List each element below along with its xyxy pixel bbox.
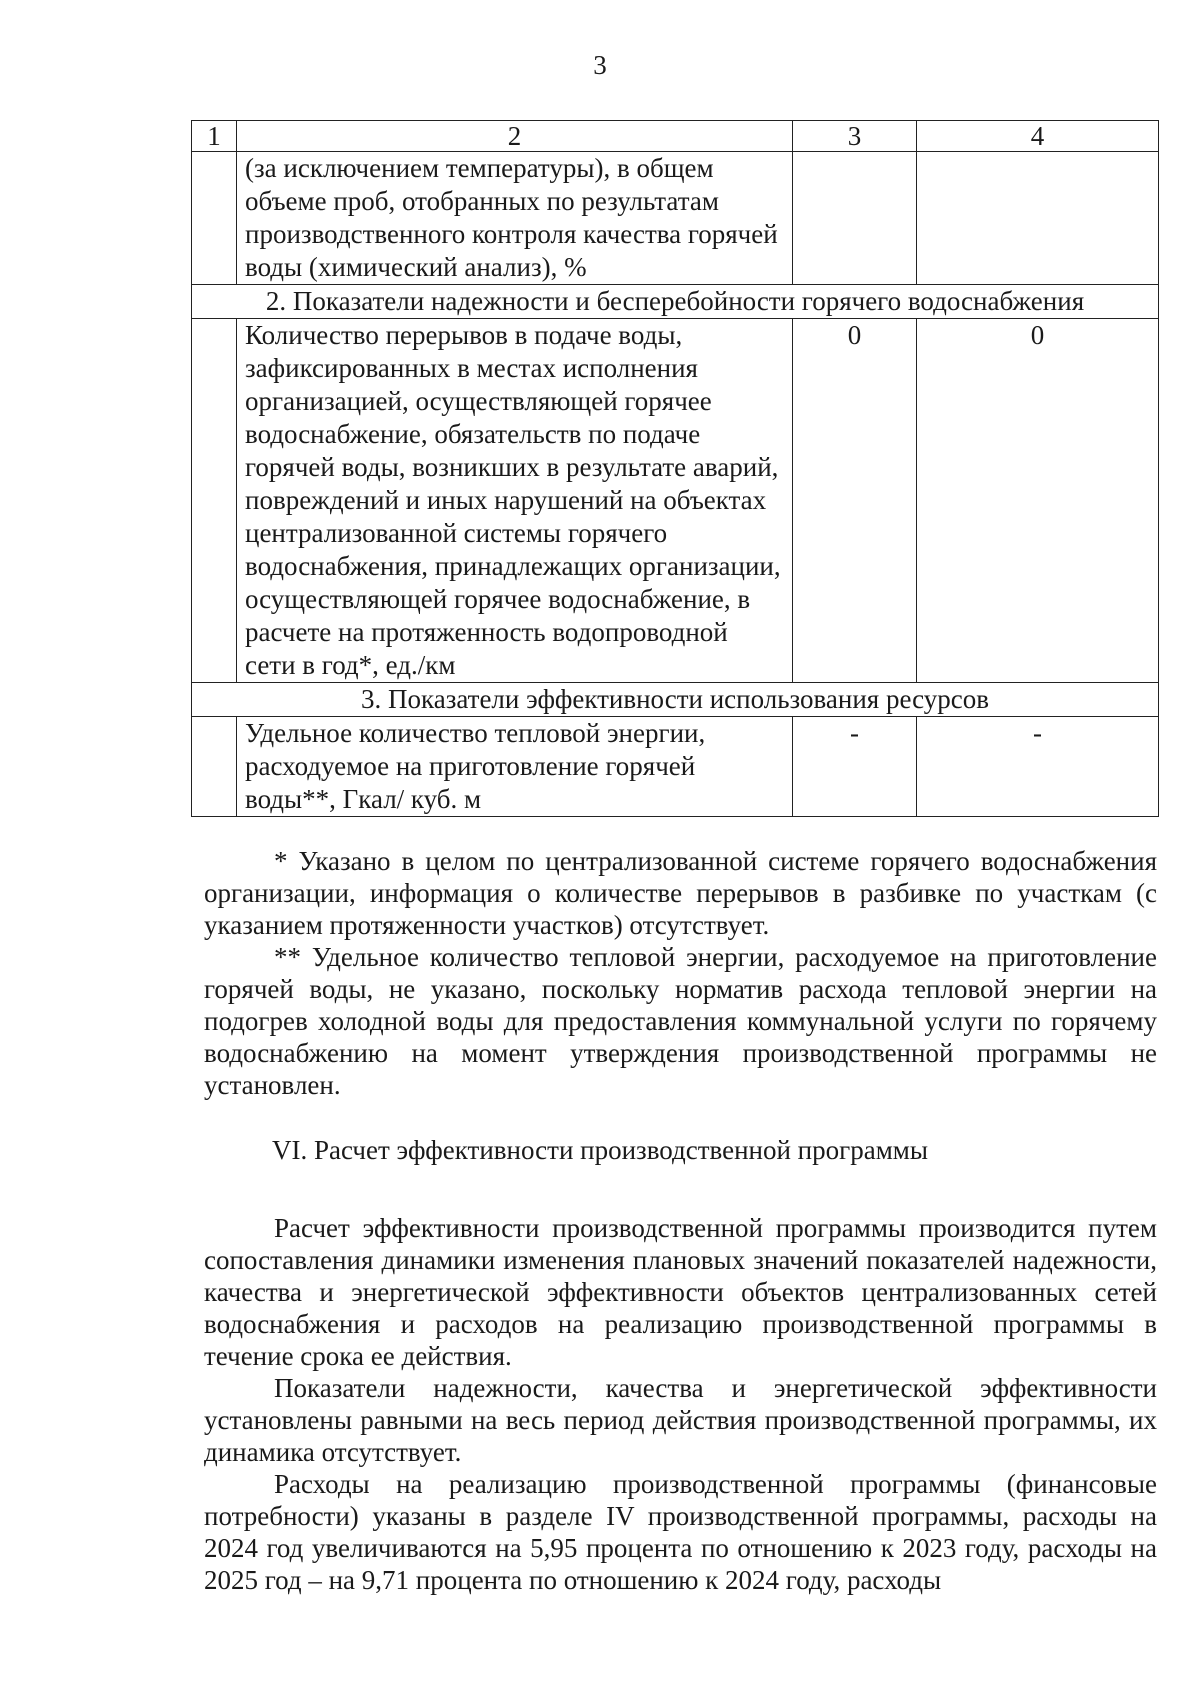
row-value-col3: 0 <box>793 319 917 683</box>
footnotes <box>204 845 1157 1101</box>
table-row <box>192 717 1159 817</box>
row-number-cell <box>192 717 237 817</box>
row-description: (за исключением температуры), в общем объеме проб, отобранных по результатам производственного контроля качества горячей воды (химический анализ), % <box>237 152 793 285</box>
row-value-col4 <box>917 152 1159 285</box>
section-6-heading: VI. Расчет эффективности производственной программы <box>271 1135 928 1165</box>
header-col-3: 3 <box>793 121 917 152</box>
paragraph-2: Показатели надежности, качества и энергетической эффективности установлены равными на весь период действия производственной программы, их динамика отсутствует. <box>204 1373 1157 1467</box>
section-2-title: 2. Показатели надежности и бесперебойности горячего водоснабжения <box>192 285 1159 319</box>
table-header-row <box>192 121 1159 152</box>
indicators-table <box>191 120 1159 817</box>
footnote-2: ** Удельное количество тепловой энергии, расходуемое на приготовление горячей воды, не указано, поскольку норматив расхода тепловой энергии на подогрев холодной воды для предоставления коммунальной услуги по горячему водоснабжению на момент утверждения производственной программы не установлен. <box>204 942 1157 1100</box>
header-col-2: 2 <box>237 121 793 152</box>
page-number: 3 <box>593 50 607 80</box>
section-row <box>192 285 1159 319</box>
row-description: Удельное количество тепловой энергии, расходуемое на приготовление горячей воды**, Гкал/ куб. м <box>237 717 793 817</box>
paragraph-1: Расчет эффективности производственной программы производится путем сопоставления динамики изменения плановых значений показателей надежности, качества и энергетической эффективности объектов централизованных сетей водоснабжения и расходов на реализацию производственной программы в течение срока ее действия. <box>204 1213 1157 1371</box>
section-row <box>192 683 1159 717</box>
footnote-1: * Указано в целом по централизованной системе горячего водоснабжения организации, информация о количестве перерывов в разбивке по участкам (с указанием протяженности участков) отсутствует. <box>204 846 1157 940</box>
header-col-1: 1 <box>192 121 237 152</box>
table-row <box>192 152 1159 285</box>
row-number-cell <box>192 152 237 285</box>
section-3-title: 3. Показатели эффективности использования ресурсов <box>192 683 1159 717</box>
row-value-col4: - <box>917 717 1159 817</box>
row-value-col3 <box>793 152 917 285</box>
row-number-cell <box>192 319 237 683</box>
header-col-4: 4 <box>917 121 1159 152</box>
table-row <box>192 319 1159 683</box>
section-6-body <box>204 1212 1157 1596</box>
row-value-col4: 0 <box>917 319 1159 683</box>
row-value-col3: - <box>793 717 917 817</box>
paragraph-3: Расходы на реализацию производственной программы (финансовые потребности) указаны в разделе IV производственной программы, расходы на 2024 год увеличиваются на 5,95 процента по отношению к 2023 году, расходы на 2025 год – на 9,71 процента по отношению к 2024 году, расходы <box>204 1469 1157 1595</box>
row-description: Количество перерывов в подаче воды, зафиксированных в местах исполнения организацией, осуществляющей горячее водоснабжение, обязательств по подаче горячей воды, возникших в результате аварий, повреждений и иных нарушений на объектах централизованной системы горячего водоснабжения, принадлежащих организации, осуществляющей горячее водоснабжение, в расчете на протяженность водопроводной сети в год*, ед./км <box>237 319 793 683</box>
